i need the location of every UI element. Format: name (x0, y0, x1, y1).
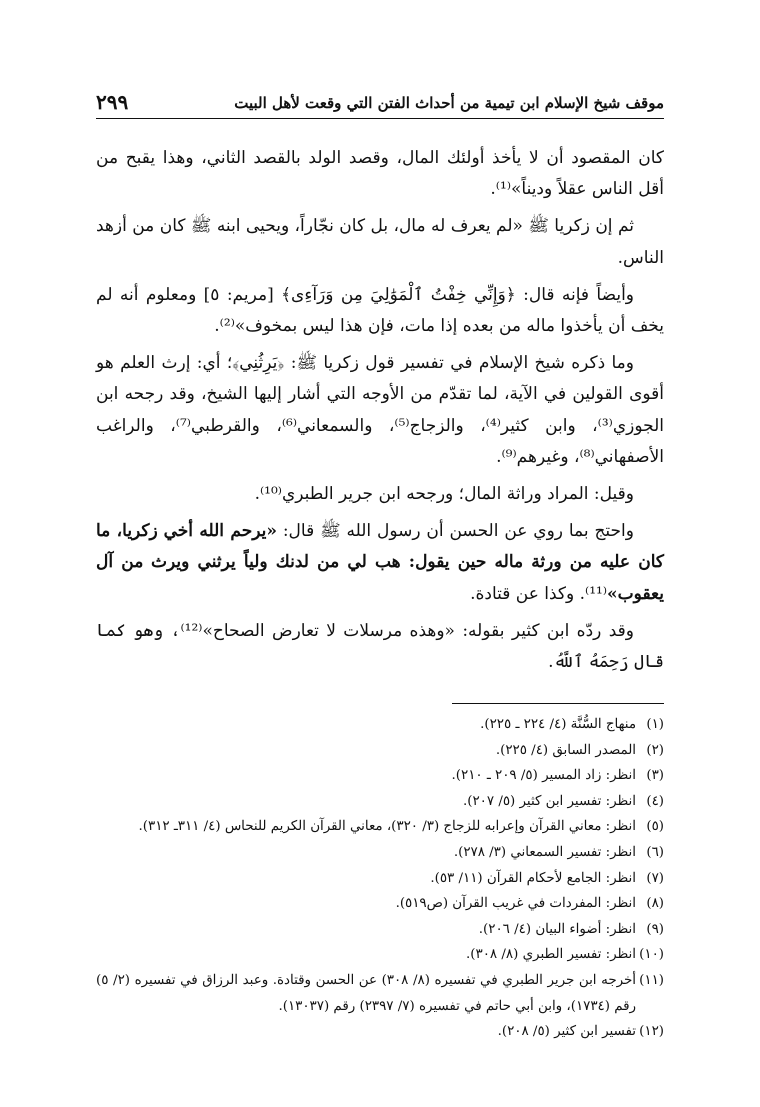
footnote-text: انظر: أضواء البيان (٤/ ٢٠٦). (478, 921, 636, 937)
running-title: موقف شيخ الإسلام ابن تيمية من أحداث الفتن التي وقعت لأهل البيت (234, 94, 664, 112)
footnote-number: (١) (646, 717, 664, 732)
footnote-text: المصدر السابق (٤/ ٢٢٥). (495, 742, 636, 758)
footnote-number: (٥) (646, 819, 664, 835)
footnote-number: (١٠) (639, 947, 664, 963)
paragraph-1 (96, 143, 664, 205)
footnote (96, 942, 664, 968)
footnotes (96, 712, 664, 1045)
footnote-text: انظر: تفسير السمعاني (٣/ ٢٧٨). (453, 844, 636, 860)
paragraph-6 (96, 516, 664, 610)
footnote-number: (٩) (646, 921, 664, 937)
footnote (96, 840, 664, 866)
text-line: وما ذكره شيخ الإسلام في تفسير قول زكريا ﷺ: ﴿يَرِثُنِي﴾؛ أي: إرث (161, 353, 634, 374)
paragraph-2 (96, 211, 664, 273)
footnote-text: انظر: الجامع لأحكام القرآن (١١/ ٥٣). (430, 870, 636, 886)
footnote-number: (٢) (646, 742, 664, 758)
footnote-text: تفسير ابن كثير (٥/ ٢٠٨). (497, 1024, 636, 1040)
hadith-quote-end: من آل يعقوب» (96, 552, 664, 604)
text-line: كان المقصود أن لا يأخذ أولئك المال، وقصد الولد بالقصد الثاني، وهذا يقبح (125, 148, 665, 168)
hadith-quote-start: «يرحم الله أخي (163, 521, 277, 542)
footnote-number: (٨) (646, 896, 664, 912)
text-line: وقيل: المراد وراثة المال؛ ورجحه ابن جرير الطبري⁽¹⁰⁾. (254, 484, 634, 505)
paragraph-7 (96, 616, 664, 678)
paragraph-4 (96, 348, 664, 473)
footnote-text: انظر: معاني القرآن وإعرابه للزجاج (٣/ ٣٢٠)، معاني القرآن الكريم للنحاس (٤/ ٣١١ـ ٣١٢). (138, 819, 636, 835)
footnote-text: انظر: المفردات في غريب القرآن (ص٥١٩). (395, 896, 636, 912)
footnote-text: انظر: تفسير الطبري (٨/ ٣٠٨). (466, 947, 636, 963)
footnote (96, 814, 664, 840)
hadith-quote-body: زكريا، ما كان عليه من ورثة ماله حين يقول: هب لي من لدنك ولياً يرثني ويرث (96, 521, 664, 573)
footnote-number: (٦) (646, 844, 664, 860)
main-text (96, 143, 664, 684)
text-line: العلم هو أقوى القولين في الآية، لما تقدّم من الأوجه التي أشار إليها الشيخ، (96, 353, 665, 405)
footnote (96, 789, 664, 815)
text-line: وقد ردّه ابن كثير بقوله: «وهذه مرسلات لا تعارض الصحاح»⁽¹²⁾، وهو (133, 620, 634, 641)
text-line: ⁽¹¹⁾. وكذا عن قتادة. (470, 583, 608, 604)
footnote (96, 968, 664, 1019)
footnote (96, 738, 664, 764)
page-number: ٢٩٩ (96, 90, 129, 114)
page-header (96, 84, 664, 119)
footnote-number: (٤) (646, 793, 664, 809)
text-line: وقد رجحه ابن الجوزي⁽³⁾، وابن كثير⁽⁴⁾، والزجاج⁽⁵⁾، والسمعاني⁽⁶⁾، (96, 384, 664, 436)
text-line: كما قال رَحِمَهُ ٱللَّهُ. (96, 620, 664, 673)
text-line: من أزهد الناس. (96, 216, 664, 268)
footnote-text: منهاج السُّنَّة (٤/ ٢٢٤ ـ ٢٢٥). (480, 717, 636, 732)
paragraph-5 (96, 479, 664, 510)
text-line: واحتج بما روي عن الحسن أن رسول الله ﷺ قال: (276, 521, 634, 542)
footnote-number: (١١) (639, 972, 664, 988)
footnote (96, 866, 664, 892)
footnote-text: انظر: تفسير ابن كثير (٥/ ٢٠٧). (463, 793, 636, 809)
footnote-text: انظر: زاد المسير (٥/ ٢٠٩ ـ ٢١٠). (451, 768, 636, 784)
text-line: وأيضاً فإنه قال: ﴿وَإِنِّي خِفْتُ ٱلْمَوَٰلِيَ مِن وَرَآءِى﴾ [مريم: ٥] ومعلوم أنه لم (96, 284, 635, 305)
footnote (96, 712, 664, 738)
text-line: ثم إن زكريا ﷺ «لم يعرف له مال، بل كان نجّاراً، ويحيى ابنه ﷺ كان (159, 216, 634, 237)
text-line: والقرطبي⁽⁷⁾، والراغب الأصفهاني⁽⁸⁾، وغيرهم⁽⁹⁾. (96, 415, 664, 467)
text-line: من أقل الناس عقلاً وديناً»⁽¹⁾. (96, 148, 664, 200)
footnote (96, 763, 664, 789)
footnote-text: أخرجه ابن جرير الطبري في تفسيره (٨/ ٣٠٨) عن الحسن وقتادة. وعبد الرزاق في تفسيره (٢/ ٥) رقم (١٧٣٤)، وابن أبي حاتم في تفسيره (٧/ ٢٣٩٧) رقم (١٣٠٣٧). (96, 972, 636, 1014)
footnote (96, 891, 664, 917)
footnote (96, 917, 664, 943)
footnote-number: (٧) (646, 870, 664, 886)
text-line: يخف أن يأخذوا ماله من بعده إذا مات، فإن هذا ليس بمخوف»⁽²⁾. (214, 316, 664, 337)
footnote-number: (١٢) (639, 1024, 664, 1040)
footnote-number: (٣) (646, 768, 664, 784)
paragraph-3 (96, 280, 664, 342)
footnote (96, 1019, 664, 1045)
footnote-separator (452, 703, 664, 704)
